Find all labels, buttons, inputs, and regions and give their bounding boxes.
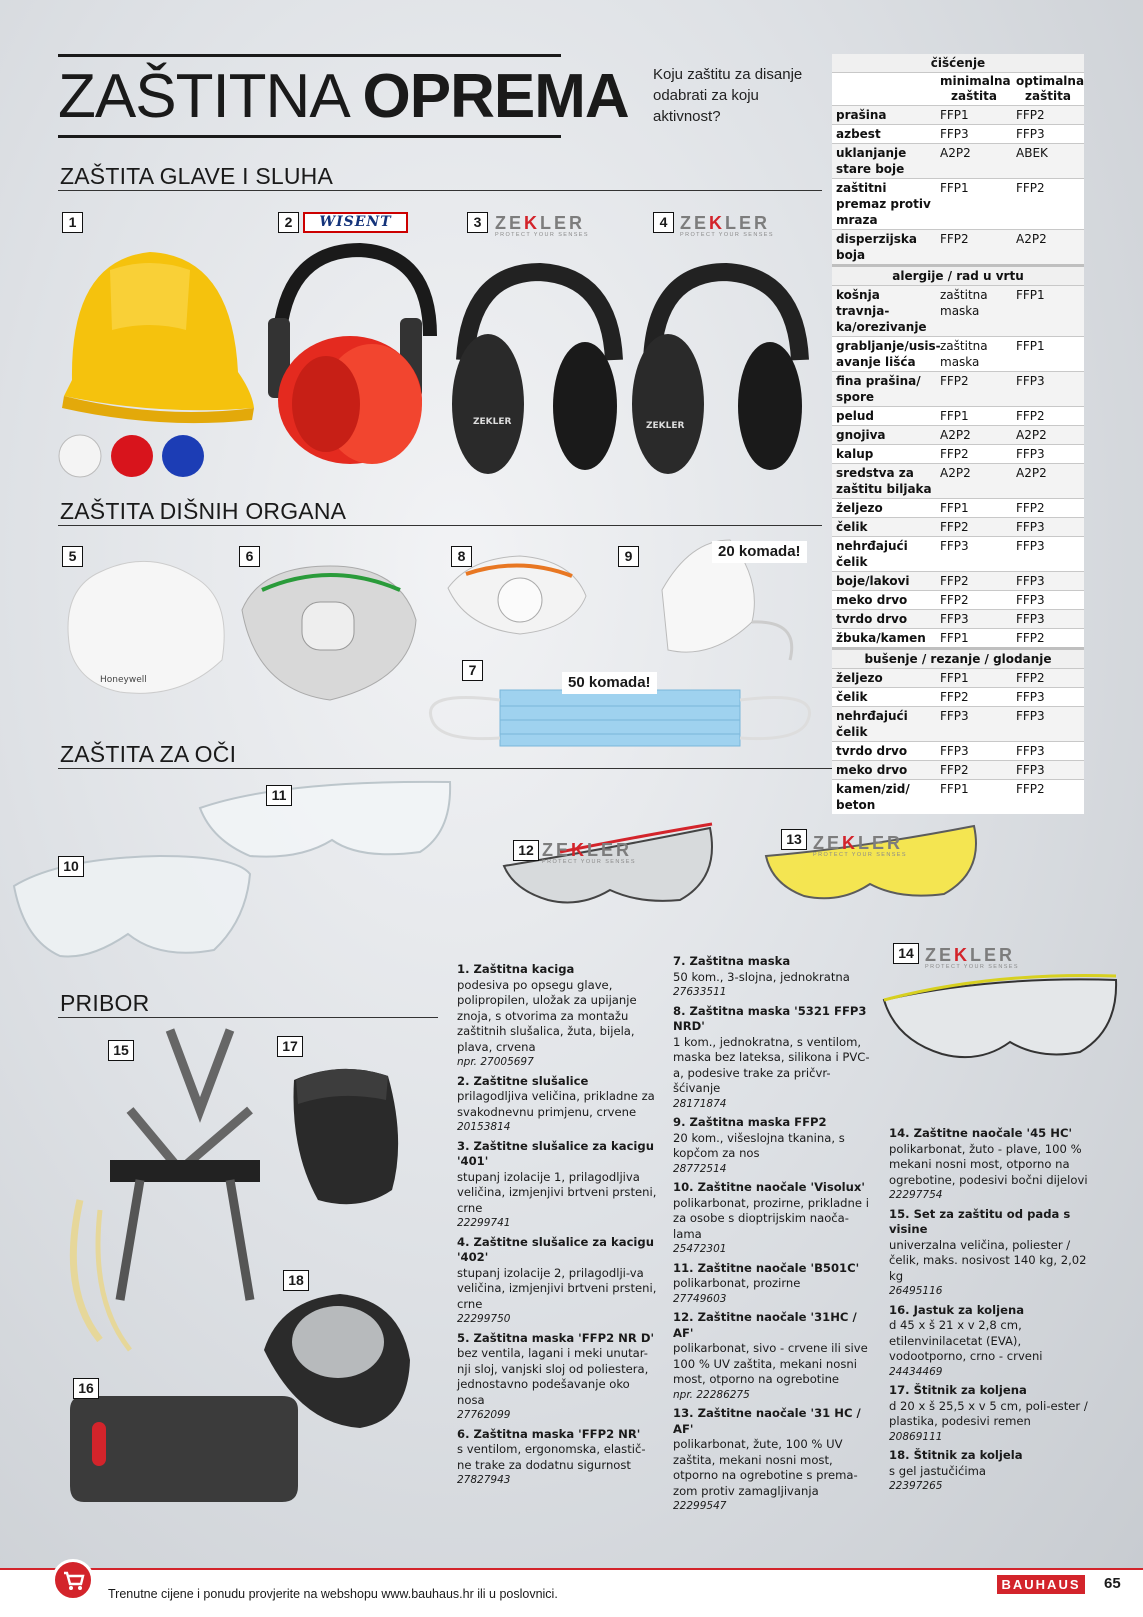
page-number: 65 [1104,1575,1121,1592]
product-list-col-3 [889,1126,1089,1498]
item-number-badge: 9 [618,546,639,567]
optimal-protection-cell: FFP3 [1016,447,1045,461]
product-description: bez ventila, lagani i meki unutar-nji sloj, vanjski sloj od poliestera, jednostavno podešavanje oko nosa [457,1346,649,1407]
product-description: d 45 x š 21 x v 2,8 cm, etilenvinilacetat (EVA), vodootporno, crno - crveni [889,1318,1043,1363]
product-entry [673,1261,873,1308]
activity-cell: gnojiva [836,428,886,442]
activity-cell: kalup [836,447,874,461]
table-row [832,590,1084,609]
optimal-protection-cell: FFP3 [1016,574,1045,588]
quantity-callout-50: 50 komada! [562,672,657,694]
table-group-title: čišćenje [832,54,1084,72]
hard-hat-image [59,252,254,477]
minimal-protection-cell: FFP3 [940,709,969,723]
cart-icon [52,1559,94,1601]
activity-cell: pelud [836,409,874,423]
product-title: 15. Set za zaštitu od pada s visine [889,1206,1071,1236]
item-number-badge: 13 [781,829,807,850]
minimal-protection-cell: FFP2 [940,232,969,246]
table-row [832,444,1084,463]
activity-cell: fina prašina/ spore [836,374,921,404]
optimal-protection-cell: ABEK [1016,146,1048,160]
product-entry [457,1331,657,1424]
table-row [832,178,1084,229]
item-number-badge: 5 [62,546,83,567]
item-number-badge: 4 [653,212,674,233]
zekler-logo: ZEKLER PROTECT YOUR SENSES [813,833,907,858]
activity-cell: disperzijska boja [836,232,917,262]
product-entry [457,1139,657,1232]
optimal-protection-cell: FFP3 [1016,744,1045,758]
product-title: 9. Zaštitna maska FFP2 [673,1115,827,1129]
svg-text:ZEKLER: ZEKLER [646,421,685,431]
product-title: 13. Zaštitne naočale '31 HC / AF' [673,1406,861,1436]
product-entry [673,1115,873,1177]
product-code: npr. 22286275 [673,1388,750,1401]
minimal-protection-cell: FFP1 [940,782,969,796]
product-list-col-2 [673,954,873,1518]
table-row [832,406,1084,425]
product-entry [457,962,657,1071]
product-entry [457,1074,657,1136]
table-row [832,371,1084,406]
surgical-mask-image [430,690,809,746]
activity-cell: meko drvo [836,593,908,607]
kneeling-pad-image [70,1396,298,1502]
minimal-protection-cell: FFP2 [940,520,969,534]
activity-cell: meko drvo [836,763,908,777]
item-number-badge: 17 [277,1036,303,1057]
grey-yellow-glasses-image [884,976,1116,1058]
activity-cell: uklanjanje stare boje [836,146,907,176]
product-description: polikarbonat, prozirne [673,1276,801,1290]
activity-cell: nehrđajući čelik [836,709,908,739]
table-row [832,706,1084,741]
minimal-protection-cell: FFP2 [940,763,969,777]
minimal-protection-cell: FFP3 [940,539,969,553]
zekler-logo: ZEKLER PROTECT YOUR SENSES [680,213,774,238]
minimal-protection-cell: zaštitna maska [940,339,988,369]
optimal-protection-cell: FFP3 [1016,374,1045,388]
minimal-protection-cell: FFP2 [940,374,969,388]
product-code: 24434469 [889,1365,943,1378]
minimal-protection-cell: FFP2 [940,690,969,704]
minimal-protection-cell: FFP3 [940,744,969,758]
product-description: polikarbonat, sivo - crvene ili sive 100 % UV zaštita, mekani nosni most, otporno na ogrebotine [673,1341,868,1386]
activity-cell: boje/lakovi [836,574,910,588]
black-earmuffs-402-image [632,272,802,474]
product-code: 28772514 [673,1162,727,1175]
item-number-badge: 8 [451,546,472,567]
activity-cell: kamen/zid/ beton [836,782,910,812]
optimal-protection-cell: FFP3 [1016,612,1045,626]
product-code: 27762099 [457,1409,511,1421]
minimal-protection-cell: A2P2 [940,146,971,160]
optimal-protection-cell: A2P2 [1016,466,1047,480]
product-description: podesiva po opsegu glave, polipropilen, uložak za upijanje znoja, s otvorima za montažu zaštitnih slušalica, žuta, bijela, plava, crvena [457,977,637,1054]
activity-cell: zaštitni premaz protiv mraza [836,181,931,227]
respiratory-protection-table [832,54,1084,814]
item-number-badge: 1 [62,212,83,233]
table-row [832,463,1084,498]
minimal-protection-cell: FFP1 [940,501,969,515]
item-number-badge: 6 [239,546,260,567]
zekler-logo: ZEKLER PROTECT YOUR SENSES [542,840,636,865]
product-code: 22299750 [457,1313,511,1325]
section-respiratory: ZAŠTITA DIŠNIH ORGANA [60,498,347,524]
product-description: 20 kom., višeslojna tkanina, s kopčom za nos [673,1130,845,1160]
activity-cell: željezo [836,501,883,515]
svg-text:ZEKLER: ZEKLER [473,417,512,427]
product-code: 20869111 [889,1430,943,1443]
ffp2-mask-white-image [68,561,224,693]
wisent-logo: WISENT [303,212,408,233]
product-description: d 20 x š 25,5 x v 5 cm, poli-ester / plastika, podesivi remen [889,1398,1088,1428]
minimal-protection-cell: FFP1 [940,631,969,645]
product-code: 22299741 [457,1217,511,1229]
minimal-protection-cell: A2P2 [940,466,971,480]
product-title: 16. Jastuk za koljena [889,1302,1025,1317]
table-row [832,536,1084,571]
product-entry [673,1004,873,1113]
product-code: 27633511 [673,986,727,998]
minimal-protection-cell: FFP1 [940,671,969,685]
optimal-protection-cell: FFP2 [1016,671,1045,685]
zekler-logo: ZEKLER PROTECT YOUR SENSES [495,213,589,238]
product-title: 5. Zaštitna maska 'FFP2 NR D' [457,1330,655,1345]
item-number-badge: 15 [108,1040,134,1061]
product-title: 10. Zaštitne naočale 'Visolux' [673,1180,865,1194]
optimal-protection-cell: FFP3 [1016,709,1045,723]
product-entry [673,1310,873,1403]
table-row [832,687,1084,706]
product-code: 27827943 [457,1474,511,1486]
activity-cell: azbest [836,127,881,141]
product-title: 12. Zaštitne naočale '31HC / AF' [673,1310,857,1340]
table-row [832,336,1084,371]
table-row [832,668,1084,687]
optimal-protection-cell: FFP2 [1016,501,1045,515]
activity-cell: košnja travnja-ka/orezivanje [836,288,927,334]
optimal-protection-cell: FFP2 [1016,108,1045,122]
b501c-glasses-image [200,782,450,857]
optimal-protection-cell: FFP3 [1016,593,1045,607]
product-code: 28171874 [673,1097,727,1110]
product-code: 27749603 [673,1292,727,1305]
visolux-goggles-image [14,856,250,957]
minimal-protection-cell: FFP2 [940,593,969,607]
table-row [832,105,1084,124]
optimal-protection-cell: FFP3 [1016,763,1045,777]
activity-cell: nehrđajući čelik [836,539,908,569]
product-description: prilagodljiva veličina, prikladne za svakodnevnu primjenu, crvene [457,1089,655,1119]
activity-cell: prašina [836,108,887,122]
activity-cell: čelik [836,690,868,704]
product-entry [889,1383,1089,1445]
mask-question: Koju zaštitu za disanje odabrati za koju aktivnost? [653,66,803,125]
footer-note: Trenutne cijene i ponudu provjerite na webshopu www.bauhaus.hr ili u poslovnici. [108,1587,558,1601]
item-number-badge: 11 [266,785,292,806]
ffp2-mask-valve-image [242,566,416,700]
optimal-protection-cell: A2P2 [1016,232,1047,246]
product-title: 17. Štitnik za koljena [889,1383,1027,1397]
item-number-badge: 12 [513,840,539,861]
quantity-callout-20: 20 komada! [712,541,807,563]
table-row [832,779,1084,814]
product-code: 25472301 [673,1243,727,1255]
minimal-protection-cell: zaštitna maska [940,288,988,318]
product-code: 22297754 [889,1189,943,1201]
product-description: s gel jastučićima [889,1463,986,1478]
table-row [832,143,1084,178]
product-description: 50 kom., 3-slojna, jednokratna [673,969,850,984]
minimal-protection-cell: A2P2 [940,428,971,442]
product-title: 2. Zaštitne slušalice [457,1073,589,1088]
table-row [832,760,1084,779]
page-title: ZAŠTITNA OPREMA [58,62,629,131]
table-row [832,124,1084,143]
bauhaus-logo: BAUHAUS [997,1575,1085,1594]
optimal-protection-cell: FFP2 [1016,631,1045,645]
header-optimal: optimalna zaštita [1016,74,1085,103]
item-number-badge: 18 [283,1270,309,1291]
section-accessories: PRIBOR [60,990,150,1016]
product-description: polikarbonat, žuto - plave, 100 % mekani nosni most, otporno na ogrebotine, podesivi bočni dijelovi [889,1141,1088,1187]
optimal-protection-cell: FFP3 [1016,520,1045,534]
product-title: 4. Zaštitne slušalice za kacigu '402' [457,1234,654,1264]
product-title: 18. Štitnik za koljela [889,1448,1023,1462]
product-entry [889,1126,1089,1204]
product-description: s ventilom, ergonomska, elastič-ne trake za dodatnu sigurnost [457,1442,646,1472]
minimal-protection-cell: FFP2 [940,447,969,461]
product-entry [889,1207,1089,1300]
optimal-protection-cell: FFP3 [1016,690,1045,704]
activity-cell: sredstva za zaštitu biljaka [836,466,932,496]
product-description: univerzalna veličina, poliester / čelik, maks. nosivost 140 kg, 2,02 kg [889,1237,1087,1283]
product-title: 7. Zaštitna maska [673,954,791,968]
item-number-badge: 7 [462,660,483,681]
product-description: stupanj izolacije 1, prilagodljiva veličina, izmjenjivi brtveni prsteni, crne [457,1169,657,1215]
product-description: polikarbonat, prozirne, prikladne i za osobe s dioptrijskim naoča-lama [673,1195,869,1241]
product-code: 20153814 [457,1121,511,1133]
product-title: 14. Zaštitne naočale '45 HC' [889,1126,1073,1140]
item-number-badge: 3 [467,212,488,233]
product-description: polikarbonat, žute, 100 % UV zaštita, mekani nosni most, otporno na ogrebotine s prema-zom protiv zamagljivanja [673,1437,858,1498]
zekler-logo: ZEKLER PROTECT YOUR SENSES [925,945,1019,970]
activity-cell: žbuka/kamen [836,631,926,645]
table-row [832,285,1084,336]
table-row [832,609,1084,628]
item-number-badge: 2 [278,212,299,233]
product-title: 11. Zaštitne naočale 'B501C' [673,1260,860,1275]
activity-cell: čelik [836,520,868,534]
knee-pad-image [294,1069,399,1204]
activity-cell: tvrdo drvo [836,744,908,758]
table-row [832,229,1084,264]
header-minimal: minimalna zaštita [940,74,1011,103]
optimal-protection-cell: FFP2 [1016,409,1045,423]
minimal-protection-cell: FFP2 [940,574,969,588]
product-title: 6. Zaštitna maska 'FFP2 NR' [457,1426,641,1441]
table-group-title: bušenje / rezanje / glodanje [832,647,1084,668]
table-row [832,571,1084,590]
table-row [832,425,1084,444]
optimal-protection-cell: FFP1 [1016,288,1045,302]
product-entry [457,1235,657,1328]
product-entry [457,1427,657,1489]
optimal-protection-cell: FFP1 [1016,339,1045,353]
optimal-protection-cell: FFP2 [1016,181,1045,195]
product-entry [673,1180,873,1258]
product-entry [673,1406,873,1515]
minimal-protection-cell: FFP3 [940,612,969,626]
product-code: npr. 27005697 [457,1056,534,1068]
product-title: 3. Zaštitne slušalice za kacigu '401' [457,1138,654,1168]
section-eyes: ZAŠTITA ZA OČI [60,741,237,767]
optimal-protection-cell: FFP2 [1016,782,1045,796]
product-code: 22397265 [889,1480,943,1492]
black-earmuffs-401-image [452,272,617,474]
red-earmuffs-image [268,250,430,464]
table-row [832,517,1084,536]
item-number-badge: 10 [58,856,84,877]
minimal-protection-cell: FFP3 [940,127,969,141]
svg-text:Honeywell: Honeywell [100,675,147,685]
table-row [832,498,1084,517]
minimal-protection-cell: FFP1 [940,409,969,423]
product-title: 8. Zaštitna maska '5321 FFP3 NRD' [673,1003,867,1033]
optimal-protection-cell: FFP3 [1016,539,1045,553]
activity-cell: grabljanje/usis-avanje lišća [836,339,941,369]
product-title: 1. Zaštitna kaciga [457,962,575,976]
fall-protection-harness-image [73,1030,260,1350]
minimal-protection-cell: FFP1 [940,181,969,195]
section-head-hearing: ZAŠTITA GLAVE I SLUHA [60,163,334,189]
product-code: 26495116 [889,1285,943,1297]
activity-cell: željezo [836,671,883,685]
product-entry [889,1448,1089,1495]
optimal-protection-cell: A2P2 [1016,428,1047,442]
ffp3-mask-image [448,556,586,634]
table-row [832,741,1084,760]
table-row [832,628,1084,647]
product-entry [889,1303,1089,1381]
product-description: 1 kom., jednokratna, s ventilom, maska bez lateksa, silikona i PVC-a, podesive trake za pričvr-šćivanje [673,1034,870,1095]
product-description: stupanj izolacije 2, prilagodlji-va veličina, izmjenjivi brtveni prsteni, crne [457,1265,657,1311]
product-code: 22299547 [673,1500,727,1512]
optimal-protection-cell: FFP3 [1016,127,1045,141]
item-number-badge: 16 [73,1378,99,1399]
product-entry [673,954,873,1001]
table-group-title: alergije / rad u vrtu [832,264,1084,285]
item-number-badge: 14 [893,943,919,964]
activity-cell: tvrdo drvo [836,612,908,626]
minimal-protection-cell: FFP1 [940,108,969,122]
product-list-col-1 [457,962,657,1492]
table-header-row [832,72,1084,105]
